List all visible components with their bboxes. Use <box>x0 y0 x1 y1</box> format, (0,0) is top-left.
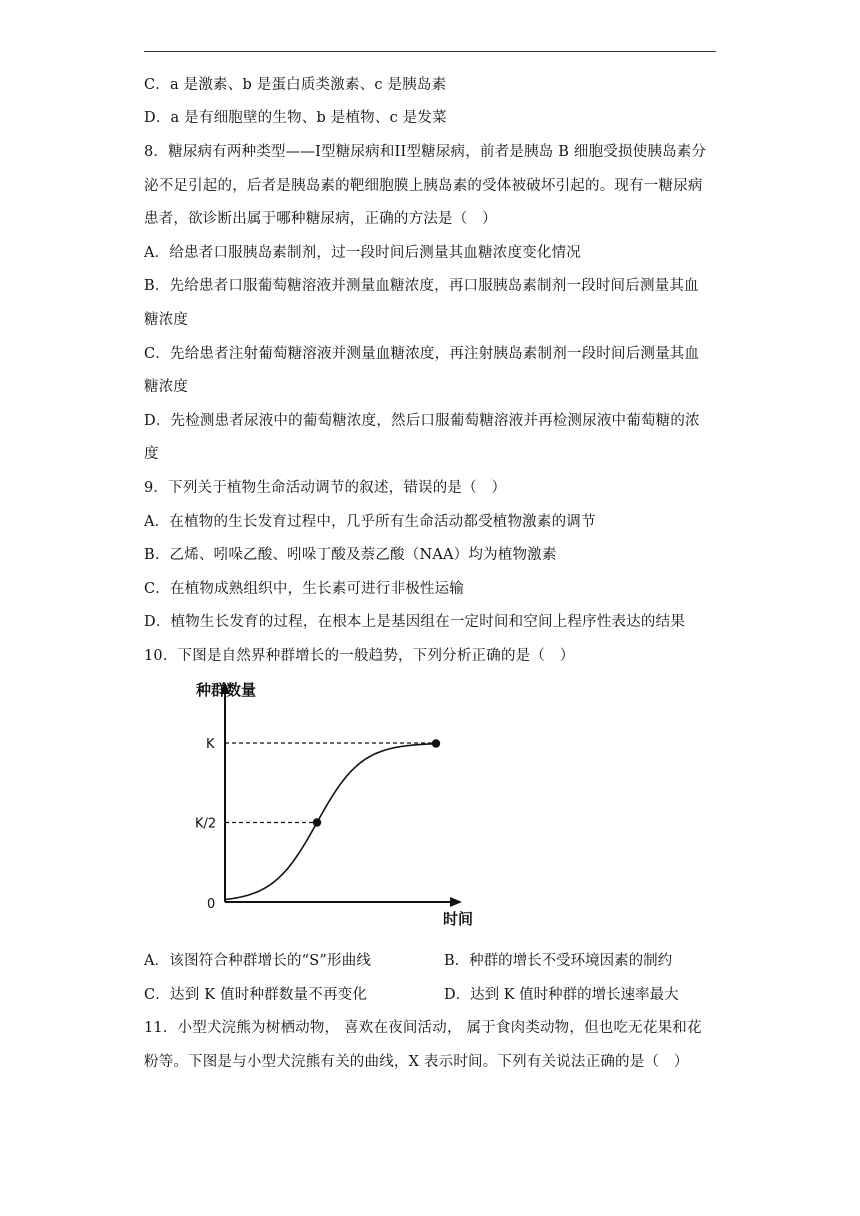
s-curve-line <box>225 744 435 900</box>
x-axis-label: 时间 <box>443 910 474 928</box>
q8-option-d-line-2: 度 <box>144 446 159 462</box>
x-axis-arrow <box>450 897 462 907</box>
origin-label: 0 <box>207 897 216 912</box>
header-rule <box>144 51 716 52</box>
q10-option-c: C．达到 K 值时种群数量不再变化 <box>144 987 368 1003</box>
q11-stem-line-1: 11．小型犬浣熊为树栖动物， 喜欢在夜间活动， 属于食肉类动物，但也吃无花果和花 <box>144 1020 702 1036</box>
q9-option-c: C．在植物成熟组织中，生长素可进行非极性运输 <box>144 581 464 597</box>
q9-option-a: A．在植物的生长发育过程中，几乎所有生命活动都受植物激素的调节 <box>144 514 596 530</box>
q8-option-c-line-2: 糖浓度 <box>144 379 189 395</box>
y-axis-label: 种群数量 <box>196 681 257 699</box>
q7-option-c: C．a 是激素、b 是蛋白质类激素、c 是胰岛素 <box>144 77 447 93</box>
q11-stem-line-2: 粉等。下图是与小型犬浣熊有关的曲线，X 表示时间。下列有关说法正确的是（ ） <box>144 1054 689 1070</box>
q7-option-d: D．a 是有细胞壁的生物、b 是植物、c 是发菜 <box>144 110 447 126</box>
q10-option-b: B．种群的增长不受环境因素的制约 <box>444 953 673 969</box>
q8-stem-line-1: 8．糖尿病有两种类型——I型糖尿病和II型糖尿病，前者是胰岛 B 细胞受损使胰岛素分 <box>144 144 707 160</box>
q8-option-c-line-1: C．先给患者注射葡萄糖溶液并测量血糖浓度，再注射胰岛素制剂一段时间后测量其血 <box>144 346 700 362</box>
q8-option-b-line-1: B．先给患者口服葡萄糖溶液并测量血糖浓度，再口服胰岛素制剂一段时间后测量其血 <box>144 278 699 294</box>
q8-stem-line-3: 患者，欲诊断出属于哪种糖尿病，正确的方法是（ ） <box>144 211 497 227</box>
q10-option-a: A．该图符合种群增长的“S”形曲线 <box>144 953 372 969</box>
q8-option-b-line-2: 糖浓度 <box>144 312 189 328</box>
q10-stem: 10．下图是自然界种群增长的一般趋势，下列分析正确的是（ ） <box>144 648 575 664</box>
k-half-point <box>313 818 321 826</box>
q9-option-b: B．乙烯、吲哚乙酸、吲哚丁酸及萘乙酸（NAA）均为植物激素 <box>144 547 557 563</box>
q8-option-d-line-1: D．先检测患者尿液中的葡萄糖浓度，然后口服葡萄糖溶液并再检测尿液中葡萄糖的浓 <box>144 413 700 429</box>
y-tick-label-k: K <box>206 737 215 752</box>
k-point <box>432 739 440 747</box>
y-tick-label-k-half: K/2 <box>195 816 217 832</box>
population-growth-chart <box>190 676 480 934</box>
q8-option-a: A．给患者口服胰岛素制剂，过一段时间后测量其血糖浓度变化情况 <box>144 245 581 261</box>
q9-stem: 9．下列关于植物生命活动调节的叙述，错误的是（ ） <box>144 480 507 496</box>
q10-option-d: D．达到 K 值时种群的增长速率最大 <box>444 987 679 1003</box>
q8-stem-line-2: 泌不足引起的，后者是胰岛素的靶细胞膜上胰岛素的受体被破坏引起的。现有一糖尿病 <box>144 178 703 194</box>
q9-option-d: D．植物生长发育的过程，在根本上是基因组在一定时间和空间上程序性表达的结果 <box>144 614 686 630</box>
